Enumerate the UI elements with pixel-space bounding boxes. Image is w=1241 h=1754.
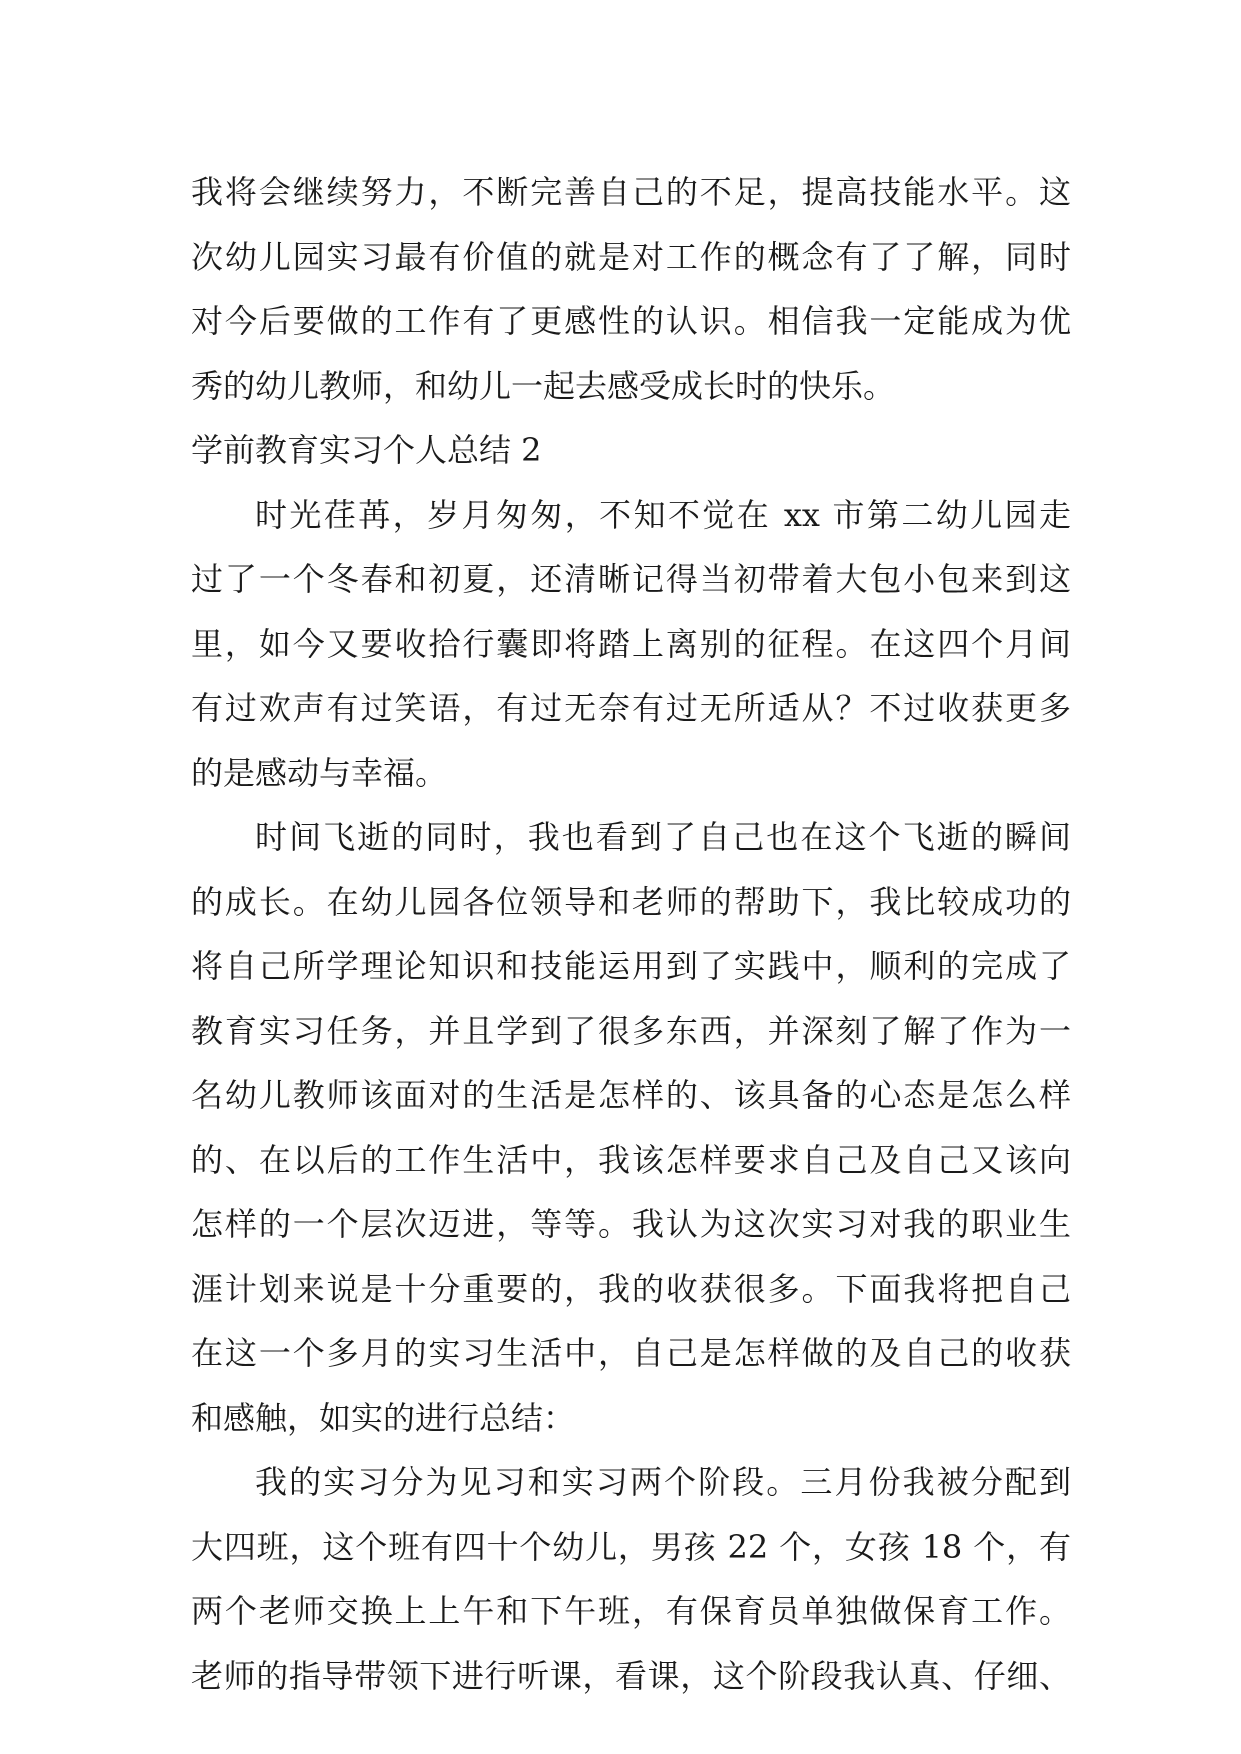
text-line: 教育实习任务，并且学到了很多东西，并深刻了解了作为一 (191, 1011, 1071, 1050)
text-line: 老师的指导带领下进行听课，看课，这个阶段我认真、仔细、 (191, 1656, 1071, 1695)
text-line: 的是感动与幸福。 (191, 753, 448, 792)
text-line: 怎样的一个层次迈进，等等。我认为这次实习对我的职业生 (191, 1205, 1071, 1243)
text-line: 大四班，这个班有四十个幼儿，男孩 22 个，女孩 18 个，有 (191, 1527, 1071, 1566)
text-line: 我的实习分为见习和实习两个阶段。三月份我被分配到 (255, 1463, 1071, 1501)
text-line: 在这一个多月的实习生活中，自己是怎样做的及自己的收获 (191, 1334, 1071, 1372)
text-line: 名幼儿教师该面对的生活是怎样的、该具备的心态是怎么样 (191, 1076, 1071, 1114)
text-line: 的、在以后的工作生活中，我该怎样要求自己及自己又该向 (191, 1140, 1071, 1179)
text-line: 时间飞逝的同时，我也看到了自己也在这个飞逝的瞬间 (255, 818, 1071, 856)
text-line: 将自己所学理论知识和技能运用到了实践中，顺利的完成了 (191, 947, 1071, 985)
document-body (191, 160, 1071, 1708)
text-line: 有过欢声有过笑语，有过无奈有过无所适从？不过收获更多 (191, 689, 1071, 727)
text-line: 里，如今又要收拾行囊即将踏上离别的征程。在这四个月间 (191, 624, 1071, 663)
text-line: 涯计划来说是十分重要的，我的收获很多。下面我将把自己 (191, 1269, 1071, 1308)
text-line: 和感触，如实的进行总结： (191, 1398, 576, 1437)
text-line: 对今后要做的工作有了更感性的认识。相信我一定能成为优 (191, 302, 1071, 340)
text-line: 两个老师交换上上午和下午班，有保育员单独做保育工作。 (191, 1592, 1071, 1630)
text-line: 秀的幼儿教师，和幼儿一起去感受成长时的快乐。 (191, 366, 896, 405)
section-heading: 学前教育实习个人总结 2 (191, 431, 542, 469)
text-line: 我将会继续努力，不断完善自己的不足，提高技能水平。这 (191, 173, 1071, 211)
text-line: 时光荏苒，岁月匆匆，不知不觉在 xx 市第二幼儿园走 (255, 495, 1071, 534)
text-line: 的成长。在幼儿园各位领导和老师的帮助下，我比较成功的 (191, 882, 1071, 921)
text-line: 过了一个冬春和初夏，还清晰记得当初带着大包小包来到这 (191, 560, 1071, 598)
text-line: 次幼儿园实习最有价值的就是对工作的概念有了了解，同时 (191, 237, 1071, 276)
